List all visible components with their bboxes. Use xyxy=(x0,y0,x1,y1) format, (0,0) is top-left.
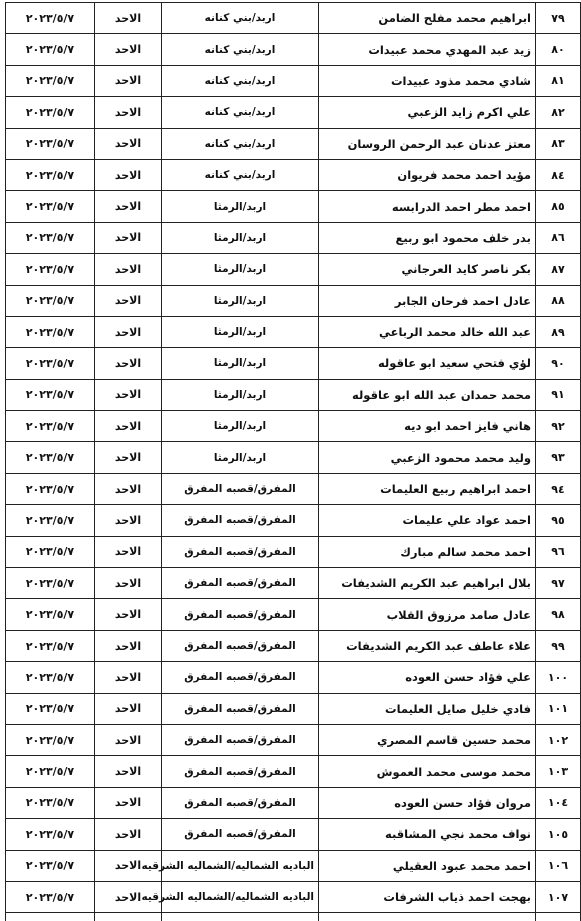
day-name-cell: الاحد xyxy=(95,536,162,567)
full-name-cell: علاء عاطف عبد الكريم الشديفات xyxy=(319,630,536,661)
location-cell: اربد/الرمثا xyxy=(162,285,319,316)
date-cell: ٢٠٢٣/٥/٧ xyxy=(6,65,95,96)
day-name-cell: الاحد xyxy=(95,348,162,379)
row-number-cell: ١٠٠ xyxy=(536,662,581,693)
table-row xyxy=(6,65,581,96)
row-number-cell: ٩٣ xyxy=(536,442,581,473)
location-cell: اربد/الرمثا xyxy=(162,191,319,222)
date-cell: ٢٠٢٣/٥/٧ xyxy=(6,630,95,661)
table-row xyxy=(6,97,581,128)
date-cell: ٢٠٢٣/٥/٧ xyxy=(6,254,95,285)
day-name-cell: الاحد xyxy=(95,819,162,850)
table-row xyxy=(6,285,581,316)
date-cell: ٢٠٢٣/٥/٧ xyxy=(6,662,95,693)
location-cell: اربد/بني كنانه xyxy=(162,159,319,190)
table-row xyxy=(6,222,581,253)
full-name-cell: بهجت احمد ذياب الشرفات xyxy=(319,881,536,912)
date-cell: ٢٠٢٣/٥/٧ xyxy=(6,599,95,630)
table-row xyxy=(6,3,581,34)
location-cell: اربد/الرمثا xyxy=(162,222,319,253)
day-name-cell: الاحد xyxy=(95,254,162,285)
date-cell: ٢٠٢٣/٥/٧ xyxy=(6,536,95,567)
row-number-cell: ٩٨ xyxy=(536,599,581,630)
full-name-cell: احمد مطر احمد الدرابسه xyxy=(319,191,536,222)
location-cell: الباديه الشماليه/الشماليه الشرقيه xyxy=(162,881,319,912)
day-name-cell: الاحد xyxy=(95,505,162,536)
row-number-cell: ٨٠ xyxy=(536,34,581,65)
day-name-cell: الاحد xyxy=(95,724,162,755)
table-row xyxy=(6,819,581,850)
full-name-cell: محمد حمدان عبد الله ابو عاقوله xyxy=(319,379,536,410)
empty-cell xyxy=(319,913,536,921)
names-table xyxy=(5,2,581,921)
table-row xyxy=(6,787,581,818)
date-cell: ٢٠٢٣/٥/٧ xyxy=(6,3,95,34)
row-number-cell: ٩٧ xyxy=(536,568,581,599)
table-row xyxy=(6,348,581,379)
table-row xyxy=(6,536,581,567)
table-row xyxy=(6,630,581,661)
day-name-cell: الاحد xyxy=(95,285,162,316)
date-cell: ٢٠٢٣/٥/٧ xyxy=(6,787,95,818)
full-name-cell: مؤيد احمد محمد فريوان xyxy=(319,159,536,190)
row-number-cell: ١٠٧ xyxy=(536,881,581,912)
day-name-cell: الاحد xyxy=(95,850,162,881)
full-name-cell: هاني فايز احمد ابو ديه xyxy=(319,411,536,442)
day-name-cell: الاحد xyxy=(95,316,162,347)
day-name-cell: الاحد xyxy=(95,630,162,661)
location-cell: اربد/الرمثا xyxy=(162,348,319,379)
table-row xyxy=(6,442,581,473)
full-name-cell: عادل احمد فرحان الجابر xyxy=(319,285,536,316)
row-number-cell: ١٠٣ xyxy=(536,756,581,787)
row-number-cell: ٨١ xyxy=(536,65,581,96)
date-cell: ٢٠٢٣/٥/٧ xyxy=(6,379,95,410)
table-row xyxy=(6,568,581,599)
row-number-cell: ٨٧ xyxy=(536,254,581,285)
location-cell: اربد/بني كنانه xyxy=(162,65,319,96)
date-cell: ٢٠٢٣/٥/٧ xyxy=(6,724,95,755)
empty-cell xyxy=(6,913,95,921)
date-cell: ٢٠٢٣/٥/٧ xyxy=(6,316,95,347)
day-name-cell: الاحد xyxy=(95,191,162,222)
location-cell: المفرق/قصبه المفرق xyxy=(162,536,319,567)
full-name-cell: معتز عدنان عبد الرحمن الروسان xyxy=(319,128,536,159)
row-number-cell: ٨٤ xyxy=(536,159,581,190)
full-name-cell: علي فؤاد حسن العوده xyxy=(319,662,536,693)
document-sheet xyxy=(5,2,539,921)
row-number-cell: ١٠٦ xyxy=(536,850,581,881)
full-name-cell: فادي خليل صايل العليمات xyxy=(319,693,536,724)
date-cell: ٢٠٢٣/٥/٧ xyxy=(6,34,95,65)
date-cell: ٢٠٢٣/٥/٧ xyxy=(6,819,95,850)
location-cell: المفرق/قصبه المفرق xyxy=(162,473,319,504)
location-cell: اربد/بني كنانه xyxy=(162,34,319,65)
row-number-cell: ٨٦ xyxy=(536,222,581,253)
full-name-cell: احمد ابراهيم ربيع العليمات xyxy=(319,473,536,504)
day-name-cell: الاحد xyxy=(95,159,162,190)
full-name-cell: عبد الله خالد محمد الرباعي xyxy=(319,316,536,347)
full-name-cell: محمد حسين قاسم المصري xyxy=(319,724,536,755)
day-name-cell: الاحد xyxy=(95,34,162,65)
day-name-cell: الاحد xyxy=(95,599,162,630)
row-number-cell: ٩٩ xyxy=(536,630,581,661)
location-cell: المفرق/قصبه المفرق xyxy=(162,662,319,693)
day-name-cell: الاحد xyxy=(95,97,162,128)
date-cell: ٢٠٢٣/٥/٧ xyxy=(6,411,95,442)
location-cell: المفرق/قصبه المفرق xyxy=(162,756,319,787)
location-cell: اربد/الرمثا xyxy=(162,442,319,473)
date-cell: ٢٠٢٣/٥/٧ xyxy=(6,222,95,253)
row-number-cell: ١٠٤ xyxy=(536,787,581,818)
date-cell: ٢٠٢٣/٥/٧ xyxy=(6,97,95,128)
empty-cell xyxy=(162,913,319,921)
date-cell: ٢٠٢٣/٥/٧ xyxy=(6,285,95,316)
table-row xyxy=(6,505,581,536)
table-row xyxy=(6,662,581,693)
table-row xyxy=(6,850,581,881)
full-name-cell: علي اكرم زايد الزعبي xyxy=(319,97,536,128)
full-name-cell: محمد موسى محمد العموش xyxy=(319,756,536,787)
date-cell: ٢٠٢٣/٥/٧ xyxy=(6,473,95,504)
date-cell: ٢٠٢٣/٥/٧ xyxy=(6,505,95,536)
full-name-cell: وليد محمد محمود الزعبي xyxy=(319,442,536,473)
day-name-cell: الاحد xyxy=(95,411,162,442)
day-name-cell: الاحد xyxy=(95,756,162,787)
empty-cell xyxy=(536,913,581,921)
day-name-cell: الاحد xyxy=(95,568,162,599)
full-name-cell: احمد محمد عبود العقيلي xyxy=(319,850,536,881)
location-cell: المفرق/قصبه المفرق xyxy=(162,599,319,630)
table-row xyxy=(6,159,581,190)
location-cell: المفرق/قصبه المفرق xyxy=(162,724,319,755)
table-row-cutoff xyxy=(6,913,581,921)
row-number-cell: ٧٩ xyxy=(536,3,581,34)
row-number-cell: ٨٩ xyxy=(536,316,581,347)
full-name-cell: ابراهيم محمد مفلح الضامن xyxy=(319,3,536,34)
date-cell: ٢٠٢٣/٥/٧ xyxy=(6,128,95,159)
location-cell: المفرق/قصبه المفرق xyxy=(162,568,319,599)
day-name-cell: الاحد xyxy=(95,662,162,693)
row-number-cell: ٩٦ xyxy=(536,536,581,567)
location-cell: اربد/بني كنانه xyxy=(162,128,319,159)
full-name-cell: زيد عبد المهدي محمد عبيدات xyxy=(319,34,536,65)
table-row xyxy=(6,881,581,912)
table-body xyxy=(6,3,581,921)
full-name-cell: عادل صامد مرزوق القلاب xyxy=(319,599,536,630)
location-cell: اربد/الرمثا xyxy=(162,379,319,410)
day-name-cell: الاحد xyxy=(95,473,162,504)
date-cell: ٢٠٢٣/٥/٧ xyxy=(6,881,95,912)
row-number-cell: ١٠١ xyxy=(536,693,581,724)
row-number-cell: ٨٥ xyxy=(536,191,581,222)
location-cell: المفرق/قصبه المفرق xyxy=(162,819,319,850)
location-cell: اربد/بني كنانه xyxy=(162,97,319,128)
date-cell: ٢٠٢٣/٥/٧ xyxy=(6,850,95,881)
full-name-cell: نواف محمد نجي المشاقبه xyxy=(319,819,536,850)
location-cell: المفرق/قصبه المفرق xyxy=(162,630,319,661)
location-cell: المفرق/قصبه المفرق xyxy=(162,505,319,536)
full-name-cell: بكر ناصر كايد العرجاني xyxy=(319,254,536,285)
table-row xyxy=(6,411,581,442)
row-number-cell: ٩٠ xyxy=(536,348,581,379)
date-cell: ٢٠٢٣/٥/٧ xyxy=(6,756,95,787)
date-cell: ٢٠٢٣/٥/٧ xyxy=(6,348,95,379)
location-cell: اربد/بني كنانه xyxy=(162,3,319,34)
row-number-cell: ١٠٥ xyxy=(536,819,581,850)
location-cell: اربد/الرمثا xyxy=(162,254,319,285)
row-number-cell: ٨٨ xyxy=(536,285,581,316)
location-cell: الباديه الشماليه/الشماليه الشرقيه xyxy=(162,850,319,881)
full-name-cell: لؤي فتحي سعيد ابو عاقوله xyxy=(319,348,536,379)
table-row xyxy=(6,473,581,504)
day-name-cell: الاحد xyxy=(95,693,162,724)
day-name-cell: الاحد xyxy=(95,379,162,410)
location-cell: اربد/الرمثا xyxy=(162,316,319,347)
full-name-cell: احمد عواد علي عليمات xyxy=(319,505,536,536)
location-cell: اربد/الرمثا xyxy=(162,411,319,442)
table-row xyxy=(6,693,581,724)
day-name-cell: الاحد xyxy=(95,881,162,912)
table-row xyxy=(6,254,581,285)
date-cell: ٢٠٢٣/٥/٧ xyxy=(6,159,95,190)
table-row xyxy=(6,724,581,755)
table-row xyxy=(6,128,581,159)
row-number-cell: ٨٣ xyxy=(536,128,581,159)
table-row xyxy=(6,599,581,630)
table-row xyxy=(6,316,581,347)
date-cell: ٢٠٢٣/٥/٧ xyxy=(6,693,95,724)
empty-cell xyxy=(95,913,162,921)
table-row xyxy=(6,379,581,410)
row-number-cell: ٩١ xyxy=(536,379,581,410)
location-cell: المفرق/قصبه المفرق xyxy=(162,787,319,818)
table-row xyxy=(6,34,581,65)
day-name-cell: الاحد xyxy=(95,222,162,253)
full-name-cell: احمد محمد سالم مبارك xyxy=(319,536,536,567)
row-number-cell: ١٠٢ xyxy=(536,724,581,755)
full-name-cell: بدر خلف محمود ابو ربيع xyxy=(319,222,536,253)
full-name-cell: مروان فؤاد حسن العوده xyxy=(319,787,536,818)
table-row xyxy=(6,756,581,787)
day-name-cell: الاحد xyxy=(95,787,162,818)
row-number-cell: ٩٥ xyxy=(536,505,581,536)
date-cell: ٢٠٢٣/٥/٧ xyxy=(6,568,95,599)
day-name-cell: الاحد xyxy=(95,442,162,473)
day-name-cell: الاحد xyxy=(95,128,162,159)
date-cell: ٢٠٢٣/٥/٧ xyxy=(6,442,95,473)
row-number-cell: ٨٢ xyxy=(536,97,581,128)
table-row xyxy=(6,191,581,222)
day-name-cell: الاحد xyxy=(95,3,162,34)
date-cell: ٢٠٢٣/٥/٧ xyxy=(6,191,95,222)
location-cell: المفرق/قصبه المفرق xyxy=(162,693,319,724)
day-name-cell: الاحد xyxy=(95,65,162,96)
row-number-cell: ٩٤ xyxy=(536,473,581,504)
full-name-cell: بلال ابراهيم عبد الكريم الشديفات xyxy=(319,568,536,599)
full-name-cell: شادي محمد مذود عبيدات xyxy=(319,65,536,96)
row-number-cell: ٩٢ xyxy=(536,411,581,442)
